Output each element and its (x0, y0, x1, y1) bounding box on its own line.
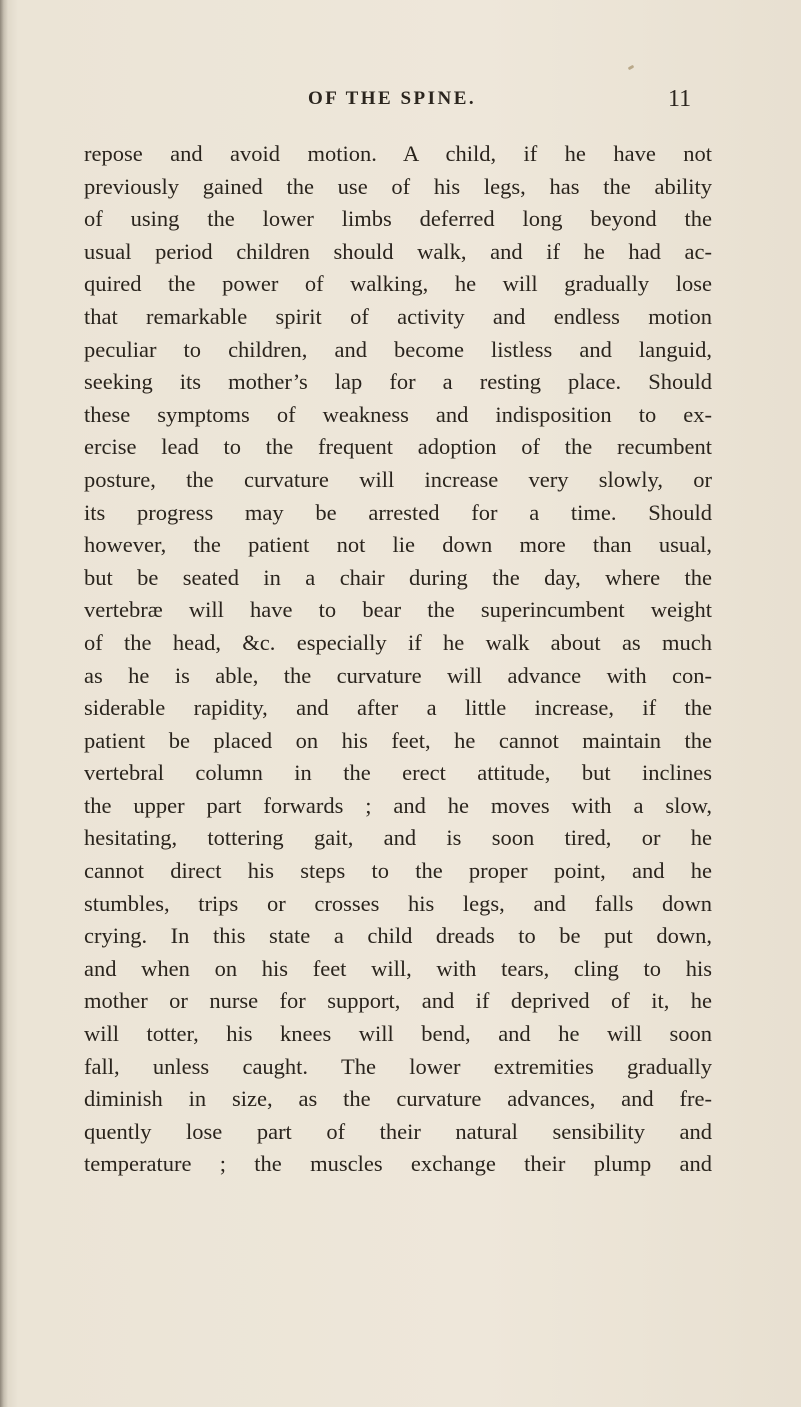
text-line: its progress may be arrested for a time. Should (84, 499, 712, 525)
text-line: fall, unless caught. The lower extremities gradually (84, 1053, 712, 1079)
text-line: ercise lead to the frequent adoption of the recumbent (84, 434, 712, 460)
text-line: cannot direct his steps to the proper point, and he (84, 858, 712, 884)
text-line: vertebral column in the erect attitude, but inclines (84, 760, 712, 786)
text-line: but be seated in a chair during the day, where the (84, 564, 712, 590)
text-line: as he is able, the curvature will advance with con- (84, 662, 712, 688)
text-line: quently lose part of their natural sensibility and (84, 1118, 712, 1144)
page-number: 11 (668, 86, 692, 112)
text-line: peculiar to children, and become listless and languid, (84, 336, 712, 362)
text-line: will totter, his knees will bend, and he will soon (84, 1021, 712, 1047)
text-line: hesitating, tottering gait, and is soon tired, or he (84, 825, 712, 851)
text-line: however, the patient not lie down more than usual, (84, 532, 712, 558)
text-line: diminish in size, as the curvature advances, and fre- (84, 1086, 712, 1112)
text-line: posture, the curvature will increase very slowly, or (84, 466, 712, 492)
body-text (84, 138, 712, 1181)
text-line: seeking its mother’s lap for a resting place. Should (84, 369, 712, 395)
binding-gutter-shadow (0, 0, 8, 1407)
text-line: that remarkable spirit of activity and endless motion (84, 303, 712, 329)
text-line: previously gained the use of his legs, has the ability (84, 173, 712, 199)
text-line: mother or nurse for support, and if deprived of it, he (84, 988, 712, 1014)
text-line: of the head, &c. especially if he walk about as much (84, 629, 712, 655)
text-line: siderable rapidity, and after a little increase, if the (84, 695, 712, 721)
paper-fleck (628, 65, 635, 71)
text-line: vertebræ will have to bear the superincumbent weight (84, 597, 712, 623)
text-line: quired the power of walking, he will gradually lose (84, 271, 712, 297)
page-header (0, 88, 801, 118)
text-line: and when on his feet will, with tears, cling to his (84, 955, 712, 981)
running-head: OF THE SPINE. (308, 88, 477, 109)
text-line: of using the lower limbs deferred long beyond the (84, 206, 712, 232)
text-line: crying. In this state a child dreads to be put down, (84, 923, 712, 949)
text-line: patient be placed on his feet, he cannot maintain the (84, 727, 712, 753)
text-line: repose and avoid motion. A child, if he have not (84, 141, 712, 166)
text-line: usual period children should walk, and if he had ac- (84, 238, 712, 264)
text-line: the upper part forwards ; and he moves with a slow, (84, 792, 712, 818)
text-line: these symptoms of weakness and indisposition to ex- (84, 401, 712, 427)
text-line: temperature ; the muscles exchange their plump and (84, 1151, 712, 1177)
text-line: stumbles, trips or crosses his legs, and falls down (84, 890, 712, 916)
